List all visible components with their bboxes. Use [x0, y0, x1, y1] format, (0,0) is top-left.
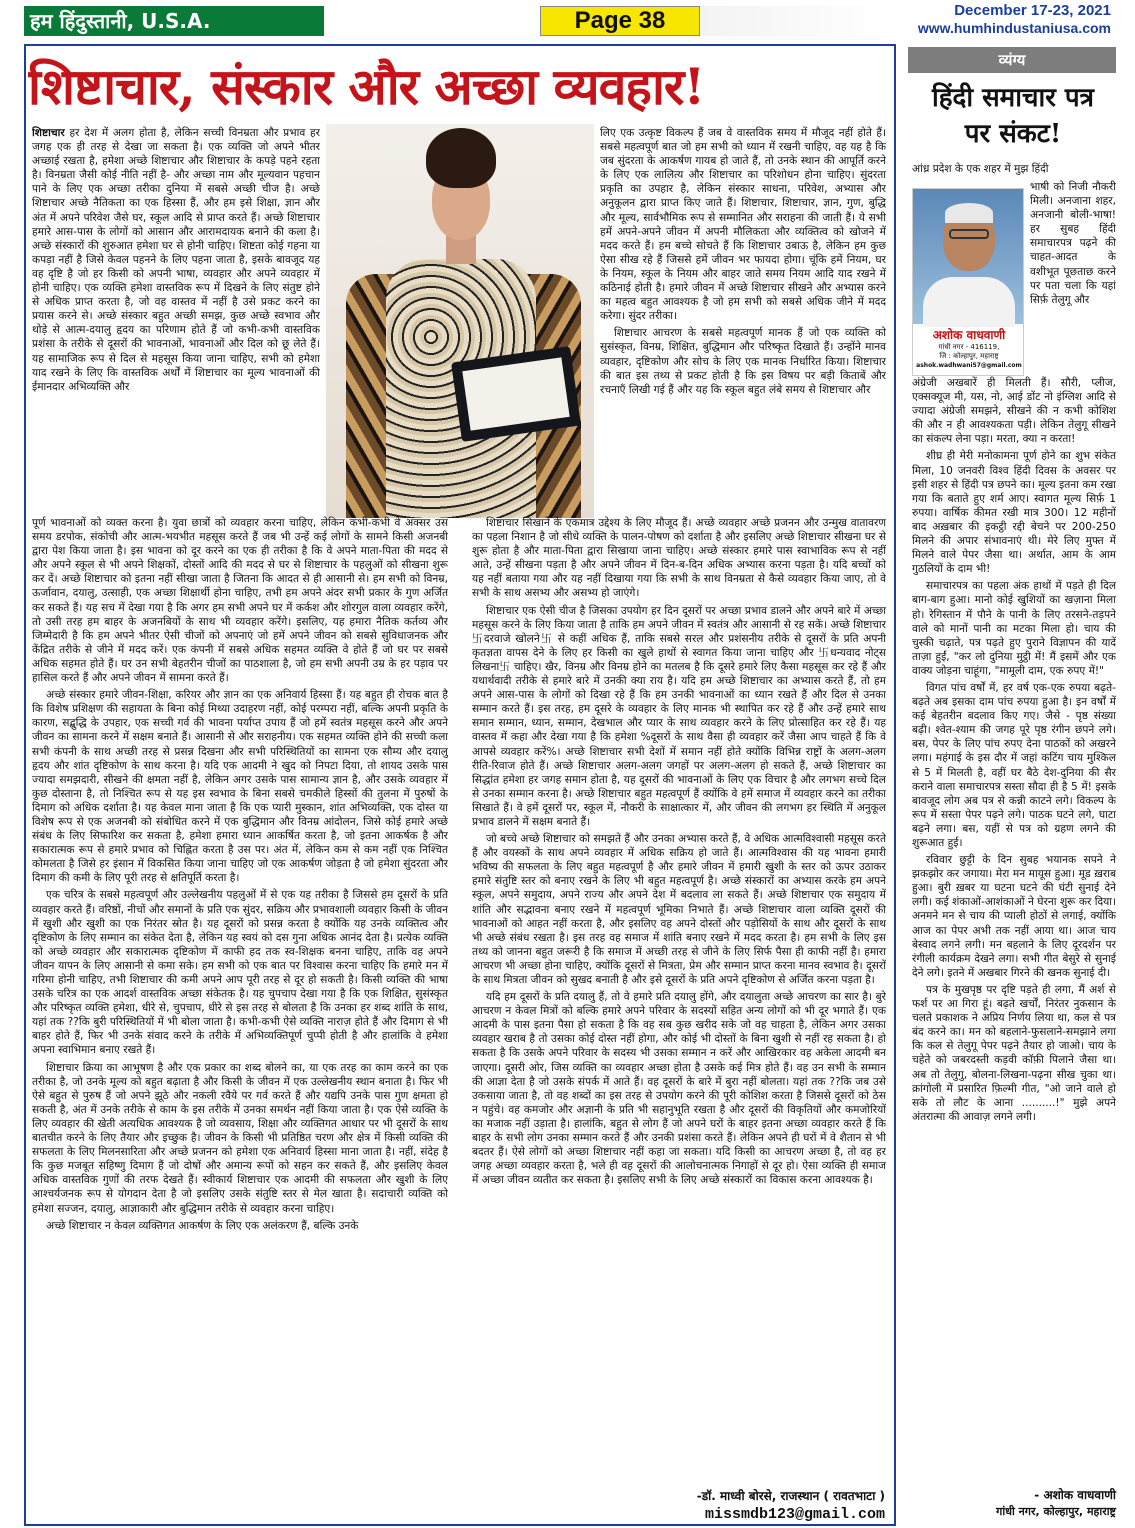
article-headline: शिष्टाचार, संस्कार और अच्छा व्यवहार! [28, 57, 705, 116]
sidebar-title-line1: हिंदी समाचार पत्र [931, 83, 1095, 113]
article-paragraph: शीघ्र ही मेरी मनोकामना पूर्ण होने का शुभ संकेत मिला, 10 जनवरी विश्व हिंदी दिवस के अवसर पर इसी शहर से हिंदी पत्र छपने का। मूल्य इतना कम रखा गया कि बताते हुए शर्म आए। स्वागत मूल्य सिर्फ़ 1 रुपया। वार्षिक कीमत रखी मात्र 300। 12 महीनों बाद अख़बार की इकट्ठी रद्दी बेचने पर 200-250 मिलने की अपार संभावनाएं थी। मेरे लिए मुफ्त में मिलने वाले पेपर जैसा था। अर्थात, आम के आम गुठलियों के दाम भी! [912, 450, 1116, 576]
article-column-right-top [600, 126, 886, 518]
portrait-email[interactable]: ashok.wadhwani57@gmail.com [916, 362, 1022, 369]
article-paragraph [32, 126, 320, 394]
sidebar-body [912, 376, 1116, 1482]
portrait-shirt [923, 277, 1015, 327]
sidebar-author-sign: - अशोक वाधवाणी [1034, 1488, 1116, 1502]
portrait-author-name: अशोक वाधवाणी [932, 328, 1006, 342]
article-paragraph: समाचारपत्र का पहला अंक हाथों में पड़ते ही दिल बाग-बाग हुआ। मानो कोई खुशियों का खज़ाना मिला हो। रेगिस्तान में पौने के पानी के लिए तरसने-तड़पने वाले को मानों पानी का मटका मिला हो। चाय की चुस्की चढ़ाते, पत्र पढ़ते हुए पुराने विज्ञापन की यादें ताज़ा हुईं, "कर लो दुनिया मुट्ठी में! मैं इसमें और एक वाक्य जोड़ना चाहूंगा, "मामूली दाम, एक रुपए में!" [912, 580, 1116, 677]
sidebar-category-label: व्यंग्य [908, 47, 1116, 73]
author-portrait [912, 188, 1024, 376]
article-byline: -डॉ. माध्वी बोरसे, राजस्थान ( रावतभाटा ) [696, 1489, 885, 1503]
header-band [700, 6, 890, 36]
portrait-address-line2: जि : कोल्हापुर, महाराष्ट्र [939, 352, 999, 360]
article-column-right-bottom [472, 516, 886, 1486]
article-column-left-bottom [32, 516, 448, 1522]
author-email[interactable]: missmdb123@gmail.com [704, 1506, 885, 1523]
photo-hair [426, 128, 496, 188]
portrait-glasses [949, 229, 989, 239]
article-column-left-top [32, 126, 320, 518]
website-url[interactable]: www.humhindustaniusa.com [917, 20, 1111, 36]
article-paragraph: शिष्टाचार एक ऐसी चीज है जिसका उपयोग हर दिन दूसरों पर अच्छा प्रभाव डालने और अपने बारे में अच्छा महसूस करने के लिए किया जाता है ताकि हम अपने जीवन में स्वतंत्र और आसानी से रह सकें। अच्छे शिष्टाचार 卐दरवाजे खोलने卐 से कहीं अधिक हैं, ताकि सबसे सरल और प्रशंसनीय तरीके से दूसरों के प्रति अपनी कृतज्ञता वापस देने के लिए हर किसी का खुले हाथों से स्वागत किया जाना चाहिए और 卐धन्यवाद नोट्स लिखना卐 चाहिए। खैर, विनम्र और विनम्र होने का मतलब है कि दूसरे हमारे लिए कैसा महसूस कर रहे हैं और यथार्थवादी तरीके से हमारे बारे में उनकी क्या राय है। यदि हम अच्छे शिष्टाचार का अभ्यास करते हैं, तो हम अपने आस-पास के लोगों को दिखा रहे हैं कि हम उनकी भावनाओं का ध्यान रखते हैं और दिल से उनका सम्मान करते हैं। इस तरह, हम दूसरे के व्यवहार के लिए मानक भी स्थापित कर रहे हैं और उन्हें हमारे साथ समान सम्मान, ध्यान, सम्मान, देखभाल और प्यार के साथ व्यवहार करने के लिए प्रोत्साहित कर रहे हैं। यह वास्तव में कहा और देखा गया है कि हमेशा %दूसरों के साथ वैसा ही व्यवहार करें जैसा आप चाहते हैं कि वे आपसे व्यवहार करें%। अच्छे शिष्टाचार सभी देशों में समान नहीं होते क्योंकि विभिन्न राष्ट्रों के अलग-अलग रीति-रिवाज होते हैं। अच्छे शिष्टाचार अलग-अलग जगहों पर अलग-अलग हो सकते हैं, अच्छे शिष्टाचार का सिद्धांत हमेशा हर जगह समान होता है, यह दूसरों की भावनाओं के लिए एक विचार है और लगभग सच्चे दिल से उनका सम्मान करना है। अच्छे शिष्टाचार बहुत महत्वपूर्ण हैं क्योंकि वे हमें समाज में व्यवहार करने का तरीका सिखाते हैं। वे हमें दूसरों पर, स्कूल में, नौकरी के साक्षात्कार में, और जीवन की लगभग हर स्थिति में अनुकूल प्रभाव डालने में सक्षम बनाते हैं। [472, 604, 886, 828]
portrait-address-line1: गांधी नगर - 416119, [938, 343, 1000, 351]
sidebar-author-place: गांधी नगर, कोल्हापुर, महाराष्ट्र [996, 1505, 1116, 1518]
portrait-hair [945, 203, 993, 223]
article-paragraph: अच्छे संस्कार हमारे जीवन-शिक्षा, करियर और ज्ञान का एक अनिवार्य हिस्सा हैं। यह बहुत ही रोचक बात है कि विशेष प्रशिक्षण की सहायता के बिना कोई मिथ्या उदाहरण नहीं, कोई परम्परा नहीं, बल्कि अपनी प्रकृति के कारण, सद्बुद्धि के उपहार, एक सच्ची गर्व की भावना पर्याप्त उपाय हैं जो हमें स्वतंत्र महसूस करने और अपने जीवन का सामना करने में सक्षम बनाते हैं। आसानी से और सराहनीय। एक सहमत व्यक्ति होने की सच्ची कला सभी कंपनी के साथ अच्छी तरह से प्रसन्न दिखना और सभी परिस्थितियों का सामना एक सौम्य और दयालु हृदय और शांत दृष्टिकोण के साथ करना है। यदि एक आदमी ने खुद को निपटा दिया, तो शायद उसके पास ज्यादा समझदारी, सीखने की क्षमता नहीं है, लेकिन अगर उसके पास सामान्य ज्ञान है, और उसके व्यवहार में कुछ दोस्ताना है, तो निश्चित रूप से यह इस स्वभाव के बिना सबसे चमकीले हिस्सों की तुलना में पुरुषों के दिमाग को अधिक दर्शाता है। यह केवल माना जाता है कि एक प्यारी मुस्कान, शांत अभिव्यक्ति, एक दोस्त या विशेष रूप से एक अजनबी को संबोधित करने में एक बुद्धिमान और विनम्र आंदोलन, जिसे कोई हमारे अच्छे संबंध के लिए सिफारिश कर सकता है, हमेशा हमारा ध्यान आकर्षित करता है, जो इतना आकर्षक है और सकारात्मक रूप से हमारे प्रभाव को चिह्नित करता है उस पर। अंत में, लेकिन कम से कम नहीं एक निश्चित कोमलता है जिसे हर इंसान में विकसित किया जाना चाहिए जो एक आकर्षण जोड़ता है जो हमेशा सुंदरता और दिमाग की कमी के लिए पूरी तरह से क्षतिपूर्ति करता है। [32, 689, 448, 885]
sidebar-title-line2: पर संकट! [964, 119, 1062, 149]
article-paragraph: यदि हम दूसरों के प्रति दयालु हैं, तो वे हमारे प्रति दयालु होंगे, और दयालुता अच्छे आचरण का सार है। बुरे आचरण न केवल मित्रों को बल्कि हमारे अपने परिवार के सदस्यों सहित अन्य लोगों को भी दूर भगाते हैं। एक आदमी के पास इतना पैसा हो सकता है कि वह सब कुछ खरीद सके जो वह चाहता है, लेकिन अगर उसका व्यवहार खराब है तो उसका कोई दोस्त नहीं होगा, और कोई भी दोस्तों के बिना खुशी से नहीं रह सकता है। हो सकता है कि उसके अपने परिवार के सदस्य भी उसका सम्मान न करें और आखिरकार वह अकेला आदमी बन जाएगा। दूसरी ओर, जिस व्यक्ति का व्यवहार अच्छा होता है उसके कई मित्र होते हैं। वह उन सभी के सम्मान की आज्ञा देता है जो उसके संपर्क में आते हैं। वह दूसरों के बारे में बुरा नहीं बोलता। यहां तक ??कि जब उसे उकसाया जाता है, तो वह शब्दों का इस तरह से उपयोग करने की पूरी कोशिश करता है जिससे दूसरों को ठेस न पहुंचे। वह कमजोर और अज्ञानी के प्रति भी सहानुभूति रखता है और दूसरों की विकृतियों और कमजोरियों का मजाक नहीं उड़ाता है। हालांकि, बहुत से लोग हैं जो अपने घरों के बाहर इतना अच्छा व्यवहार करते हैं कि बाहर के सभी लोग उनका सम्मान करते हैं और उनकी प्रशंसा करते हैं। लेकिन अपने ही घरों में वे शैतान से भी बदतर हैं। ऐसे लोगों को अच्छा शिष्टाचार नहीं कहा जा सकता। यदि किसी का आचरण अच्छा है, तो वह हर जगह अच्छा व्यवहार करता है, भले ही वह दूसरों की आलोचनात्मक निगाहों से दूर हो। ऐसा व्यक्ति ही समाज में अच्छा जीवन व्यतीत कर सकता है। इसलिए सभी के लिए अच्छे संस्कारों का विकास करना आवश्यक है। [472, 991, 886, 1187]
paragraph-text: हर देश में अलग होता है, लेकिन सच्ची विनम्रता और प्रभाव हर जगह एक ही तरह से देखा जा सकता है। एक व्यक्ति जो अपने भीतर अच्छाई रखता है, हमेशा अच्छे शिष्टाचार और शिष्टाचार के कपड़े पहने रहता है। विनम्रता जैसी कोई नीति नहीं है- और अच्छा नाम और मूल्यवान पहचान पाने के लिए एक अच्छा तरीका दुनिया में सबसे अच्छी चीज है। अच्छे शिष्टाचार अच्छे नैतिकता का एक हिस्सा हैं, और हम इसे शिक्षा, ज्ञान और अंत में अपने परिवेश जैसे घर, स्कूल आदि से प्राप्त करते हैं। अच्छे शिष्टाचार हमारे आस-पास के लोगों को आसान और आरामदायक बनाने की कला है। अच्छे संस्कारों की शुरुआत हमेशा घर से होनी चाहिए। शिष्टता कोई गहना या कपड़ा नहीं है जिसे केवल पहनने के लिए पहना जाता है, इसके बावजूद यह वह दृष्टि है जो हर किसी को अपनी भाषा, व्यवहार और अपने व्यवहार में होनी चाहिए। एक व्यक्ति हमेशा वास्तविक रूप में दिखने के लिए संतुष्ट होने से अधिक प्राप्त करता है, जो वह वास्तव में नहीं है उसे प्रकट करने का प्रयास करने से। अच्छे संस्कार बहुत अच्छी समझ, कुछ अच्छे स्वभाव और थोड़े से आत्म-दयालु हृदय का परिणाम होते हैं जो कभी-कभी वास्तविक प्रशंसा के तरीके से दूसरों की भावनाओं, भावनाओं और दिल को छू लेते हैं। यह सामाजिक रूप से दिल से महसूस किया जाना चाहिए, सभी को हमेशा याद रखने के लिए कि वास्तविक अर्थों में शिष्टाचार का मूल्य भावनाओं की ईमानदार अभिव्यक्ति और [32, 127, 320, 393]
article-paragraph: जो बच्चे अच्छे शिष्टाचार को समझते हैं और उनका अभ्यास करते हैं, वे अधिक आत्मविश्वासी महसूस करते हैं और वयस्कों के साथ अपने व्यवहार में अधिक सक्रिय हो जाते हैं। आत्मविश्वास की यह भावना हमारी भविष्य की सफलता के लिए बहुत महत्वपूर्ण है और हमारे जीवन में हमारी खुशी के स्तर को ऊपर उठाकर हमारे संतुष्टि स्तर को बनाए रखने के लिए भी बहुत महत्वपूर्ण है। अच्छे संस्कारों का अभ्यास करके हम अपने स्कूल, अपने समुदाय, अपने राज्य और अपने देश में बदलाव ला सकते हैं। अच्छे शिष्टाचार एक समुदाय में शांति और सद्भावना बनाए रखने में महत्वपूर्ण भूमिका निभाते हैं। अच्छे शिष्टाचार वाला व्यक्ति दूसरों की भावनाओं को आहत नहीं करता है, और इसलिए वह अपने दोस्तों और पड़ोसियों के साथ और दूसरों के साथ भी अच्छे संबंध रखता है। इस तरह वह समाज में शांति बनाए रखने में मदद करता है। हम सभी के लिए इस तथ्य को जानना बहुत जरूरी है कि समाज में अच्छी तरह से जीने के लिए सिर्फ पैसा ही काफी नहीं है। हमारा आचरण भी अच्छा होना चाहिए, क्योंकि दूसरों से मित्रता, प्रेम और सम्मान प्राप्त करना मानव स्वभाव है। दूसरों के साथ मित्रता जीवन को सुखद बनाती है और इसे दूसरों के प्रति अपने दृष्टिकोण से अर्जित करना पड़ता है। [472, 833, 886, 986]
article-paragraph: लिए एक उत्कृष्ट विकल्प हैं जब वे वास्तविक समय में मौजूद नहीं होते हैं। सबसे महत्वपूर्ण बात जो हम सभी को ध्यान में रखनी चाहिए, वह यह है कि जब सुंदरता के आकर्षण गायब हो जाते हैं, तो उनके स्थान की आपूर्ति करने के लिए एक लालित्य और शिष्टाचार का परिशोधन होना चाहिए। सुंदरता प्रकृति का उपहार है, लेकिन संस्कार साधना, परिवेश, अभ्यास और अनुकूलन द्वारा प्राप्त किए जाते हैं। शिष्टाचार, शिष्टाचार, ज्ञान, गुण, बुद्धि और मूल्य, सार्वभौमिक रूप से सम्मानित और सराहना की जाती हैं। ये सभी हमें अपने-अपने जीवन में अपनी मौलिकता और व्यक्तित्व को खोजने में मदद करते हैं। हम बच्चे सोचते हैं कि शिष्टाचार उबाऊ है, लेकिन हम कुछ ऐसा सीख रहे हैं जिससे हमें जीवन भर फायदा होगा। चूंकि हमें नियम, घर के नियम, स्कूल के नियम और बाहर जाते समय नियम आदि याद रखने में कठिनाई होती है। हमारे जीवन में अच्छे शिष्टाचार सीखने और अभ्यास करने का महत्व बहुत आवश्यक है जो हम सभी को सबसे अधिक जीने में मदद करेगा। सुंदर तरीका। [600, 127, 886, 323]
publication-name: हम हिंदुस्तानी, U.S.A. [24, 6, 324, 36]
sidebar-narrow-text: भाषी को निजी नौकरी मिली। अनजाना शहर, अनजानी बोली-भाषा! हर सुबह हिंदी समाचारपत्र पढ़ने की चाहत-आदत के वशीभूत पूछताछ करने पर पता चला कि यहां सिर्फ़ तेलुगू और [1030, 181, 1116, 306]
article-paragraph: अंग्रेजी अखबारें ही मिलती हैं। सौरी, प्लीज, एक्सक्यूज मी, यस, नो, आई डोंट नो इंग्लिश आदि से ज्यादा अंग्रेजी समझने, सीखने की न कभी कोशिश की और न ही आवश्यकता पड़ी। लेकिन तेलुगू सीखने का संकल्प लेना पड़ा। मरता, क्या न करता! [912, 377, 1116, 446]
article-paragraph: पूर्ण भावनाओं को व्यक्त करना है। युवा छात्रों को व्यवहार करना चाहिए, लेकिन कभी-कभी वे अक्सर उस समय डरपोक, संकोची और आत्म-भयभीत महसूस करते हैं जब भी उन्हें कई लोगों के सामने किसी अजनबी द्वारा पेश किया जाता है। इस भावना को दूर करने का एक ही तरीका है कि वे अपने माता-पिता की मदद से और अपने स्कूल से भी अपने शिक्षकों, दोस्तों आदि की मदद से घर से शिष्टाचार के पहलुओं को सीखना शुरू कर दें। अच्छे शिष्टाचार को इतना नहीं सीखा जाता है जितना कि आदत से ही आसानी से। हम सभी को विनम्र, ऊर्जावान, दयालु, उत्साही, एक अच्छा शिक्षार्थी होना चाहिए, तभी हम अपने अंदर सभी प्रकार के गुण अर्जित कर सकते हैं। यह सच में देखा गया है कि अगर हम सभी अपने घर में कर्कश और शोरगुल वाला व्यवहार करेंगे, तो उसी तरह हम बाहर के अजनबियों के साथ भी व्यवहार करेंगे। इसलिए, यह हमारा नैतिक कर्तव्य और जिम्मेदारी है कि हम अपने भीतर ऐसी चीजों को अपनाएं जो हमें अपने जीवन को सबसे सुविधाजनक और केंद्रित तरीके से जीने में मदद करें। एक कंपनी में सबसे अधिक सहमत व्यक्ति वे होते हैं जो घर पर सबसे अधिक सहमत होते हैं। घर उन सभी बेहतरीन चीजों का पाठशाला है, जो हम सभी अपनी उम्र के हर पड़ाव पर हासिल करते हैं और अपने जीवन में सामना करते हैं। [32, 517, 448, 685]
article-paragraph: अच्छे शिष्टाचार न केवल व्यक्तिगत आकर्षण के लिए एक अलंकरण हैं, बल्कि उनके [46, 1219, 359, 1232]
article-photo [326, 124, 594, 518]
article-paragraph: विगत पांच वर्षों में, हर वर्ष एक-एक रुपया बढ़ते-बढ़ते अब इसका दाम पांच रुपया हुआ है। इन वर्षों में कई बेहतरीन बदलाव किए गए। जैसे - पृष्ठ संख्या बढ़ी। श्वेत-श्याम की जगह पूरे पृष्ठ रंगीन छपने लगे। बस, पेपर के लिए पांच रुपए देना पाठकों को अखरने लगा। महंगाई के इस दौर में जहां कटिंग चाय मुश्किल से 5 में मिलती है, वहीं घर बैठे देश-दुनिया की सैर कराने वाला समाचारपत्र सस्ता सौदा ही है 5 में! इसके बावजूद लोग अब पत्र से कन्नी काटने लगे। विकल्प के रूप में सस्ता पेपर पढ़ने लगे। पाठक घटने लगे, घाटा बढ़ने लगा। बस, यहीं से पत्र को ग्रहण लगने की शुरूआत हुई। [912, 681, 1116, 849]
article-paragraph: एक चरित्र के सबसे महत्वपूर्ण और उल्लेखनीय पहलुओं में से एक यह तरीका है जिससे हम दूसरों के प्रति व्यवहार करते हैं। वरिष्ठों, नीचों और समानों के प्रति एक सुंदर, सक्रिय और प्रभावशाली व्यवहार किसी के जीवन में खुशी और खुशी का एक निरंतर स्रोत है। यह दूसरों को प्रसन्न करता है क्योंकि यह उनके व्यक्तित्व और दृष्टिकोण के लिए सम्मान का संकेत देता है, लेकिन यह स्वयं को दस गुना अधिक आनंद देता है। प्रत्येक व्यक्ति को अच्छे व्यवहार और सकारात्मक दृष्टिकोण में काफी हद तक स्व-शिक्षक बनना चाहिए, ताकि वह अपने जीवन यापन के लिए आसानी से कमा सके। हम सभी को एक बात पर विश्वास करना चाहिए कि हमारे मन में गरिमा होनी चाहिए, तभी शिष्टाचार की कमी अपने आप पूरी तरह से दूर हो सकती है। किसी व्यक्ति की भाषा उसके चरित्र का एक आदर्श वास्तविक अच्छा संकेतक है। यह चुपचाप देखा गया है कि एक शिक्षित, सुसंस्कृत और परिष्कृत व्यक्ति हमेशा, धीरे से, चुपचाप, धीरे से इस तरह से बोलता है कि उनका हर शब्द शांति के साथ, यहां तक ??कि बुरी परिस्थितियों में भी बोला जाता है। कभी-कभी ऐसे व्यक्ति नाराज़ होते हैं और दिमाग से भी बाहर होते हैं, फिर भी उनके संवाद करने के तरीके में अभिव्यक्तिपूर्ण चुप्पी होती है और हालांकि वे हमेशा अपना स्वाभिमान बनाए रखते हैं। [32, 889, 448, 1057]
article-paragraph: शिष्टाचार आचरण के सबसे महत्वपूर्ण मानक हैं जो एक व्यक्ति को सुसंस्कृत, विनम्र, शिक्षित, बुद्धिमान और परिष्कृत दिखाते हैं। उन्होंने मानव व्यवहार, दृष्टिकोण और सोच के लिए एक मानक निर्धारित किया। शिष्टाचार की बात इस तथ्य से प्रकट होती है कि इस विषय पर बड़ी किताबें और रचनाएँ लिखी गई हैं और यह कि स्कूल बहुत लंबे समय से शिष्टाचार और [600, 327, 886, 396]
page-number: Page 38 [540, 6, 700, 36]
page-header [0, 0, 1135, 40]
sidebar-intro: आंध्र प्रदेश के एक शहर में मुझ हिंदी [912, 163, 1049, 175]
article-paragraph: शिष्टाचार क्रिया का आभूषण है और एक प्रकार का शब्द बोलने का, या एक तरह का काम करने का एक तरीका है, जो उनके मूल्य को बहुत बढ़ाता है और किसी के जीवन में एक उल्लेखनीय स्थान बनाता है। फिर भी ऐसे बहुत से पुरुष हैं जो अपने झूठे और नकली रवैये पर गर्व करते हैं और यद्यपि उनके पास गुण क्षमता हो सकती है, अंत में उनके तरीके से काम के इस तरीके में उनका समर्थन नहीं किया जाता है। एक ऐसे व्यक्ति के लिए व्यवहार की खेती अत्यधिक आवश्यक है जो व्यवसाय, शिक्षा और व्यक्तिगत आधार पर भी दूसरों के साथ बातचीत करने के लिए तैयार और इच्छुक है। जीवन के किसी भी प्रतिष्ठित चरण और क्षेत्र में किसी व्यक्ति की सफलता के लिए मिलनसारिता और अच्छे प्रजनन को हमेशा एक अनिवार्य हिस्सा माना जाता है। नहीं, संदेह है कि कुछ मजबूत सहिष्णु दिमाग हैं जो दोषों और अमान्य रूपों को सहन कर सकते हैं, और इसलिए केवल अधिक वास्तविक गुणों की तरफ देखते हैं। स्वीकार्य शिष्टाचार एक आदमी की सफलता और खुशी के लिए आश्चर्यजनक रूप से योगदान देता है जो इसलिए उसके संतुष्टि स्तर से मेल खाता है। सदाचारी व्यक्ति को हमेशा सज्जन, दयालु, आज्ञाकारी और बुद्धिमान तरीके से व्यवहार करना चाहिए। [32, 1061, 448, 1215]
article-paragraph: पत्र के मुखपृष्ठ पर दृष्टि पड़ते ही लगा, मैं अर्श से फर्श पर आ गिरा हूं। बढ़ते खर्चों, निरंतर नुकसान के चलते प्रकाशक ने अप्रिय निर्णय लिया था, कल से पत्र बंद करने का। मन को बहलाने-फुसलाने-समझाने लगा कि कल से तेलुगू पेपर पढ़ने तैयार हो जाओ। चाय के चहेते को जबरदस्ती कड़वी कॉफ़ी पिलाने जैसा था। अब तो तेलुगु, बोलना-लिखना-पढ़ना सीख चुका था। क्रांगोली में प्रसारित फ़िल्मी गीत, "ओ जाने वाले हो सके तो लौट के आना ..........!" मुझे अपने अंतरात्मा की आवाज़ लगने लगी। [912, 983, 1116, 1123]
article-paragraph: शिष्टाचार सिखाने के एकमात्र उद्देश्य के लिए मौजूद हैं। अच्छे व्यवहार अच्छे प्रजनन और उन्मुख वातावरण का पहला निशान है जो सीधे व्यक्ति के पालन-पोषण को दर्शाता है और इसलिए अच्छे शिष्टाचार सीखना घर से शुरू होता है और माता-पिता द्वारा सिखाया जाना चाहिए। अच्छे संस्कार हमारे पास स्वाभाविक रूप से नहीं आते, उन्हें सीखना पड़ता है और अपने जीवन में दिन-ब-दिन अधिक अभ्यास करना पड़ता है। यदि बच्चों को यह नहीं बताया गया और यह नहीं दिखाया गया कि सभी के साथ विनम्रता से कैसे व्यवहार किया जाए, तो वे सभी के साथ असभ्य और असभ्य हो जाएंगे। [472, 517, 886, 600]
article-paragraph: रविवार छुट्टी के दिन सुबह भयानक सपने ने झकझोर कर जगाया। मेरा मन मायूस हुआ। मूड ख़राब हुआ। बुरी ख़बर या घटना घटने की घंटी सुनाई देने लगी। कई शंकाओं-आशंकाओं ने घेरना शुरू कर दिया। अनमने मन से चाय की प्याली होठों से लगाई, क्योंकि आज का पेपर अभी तक नहीं आया था। आज चाय बेस्वाद लगने लगी। मन बहलाने के लिए दूरदर्शन पर रंगीली कार्यक्रम देखने लगा। सभी गीत बेसुरे से सुनाई देने लगे। इतने में अखबार गिरने की खनक सुनाई दी। [912, 854, 1116, 979]
sidebar-title [908, 80, 1118, 152]
issue-date: December 17-23, 2021 [954, 2, 1111, 19]
paragraph-lead-word: शिष्टाचार [32, 127, 65, 139]
